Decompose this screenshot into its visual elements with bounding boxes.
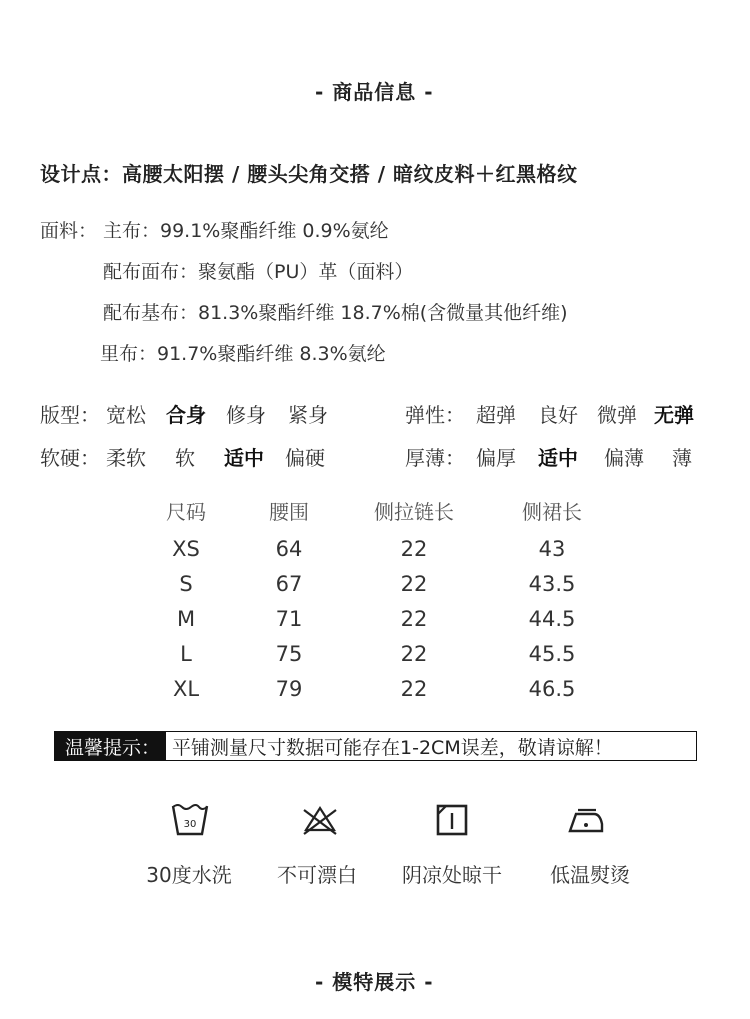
shade-dry-icon (432, 800, 472, 840)
thickness-option: 偏薄 (604, 446, 644, 470)
fit-option: 宽松 (106, 403, 146, 427)
fabric-row-secondary-base: 配布基布：81.3%聚酯纤维 18.7%棉(含微量其他纤维) (103, 302, 568, 324)
elasticity-option: 超弹 (476, 403, 516, 427)
care-label-shade-dry: 阴凉处晾干 (402, 863, 502, 887)
thickness-option: 薄 (672, 446, 692, 470)
section-title-model-show: - 模特展示 - (315, 970, 434, 994)
no-bleach-icon (300, 800, 340, 840)
table-header: 侧裙长 (522, 500, 582, 524)
table-cell: 45.5 (528, 642, 576, 666)
table-header: 尺码 (166, 500, 206, 524)
tip-label: 温馨提示： (55, 732, 166, 760)
table-cell: 22 (400, 642, 428, 666)
wash-30-icon (170, 800, 210, 840)
fabric-label: 面料： (40, 220, 98, 242)
thickness-label: 厚薄： (405, 446, 465, 470)
table-cell: 67 (275, 572, 303, 596)
fabric-row-main: 主布：99.1%聚酯纤维 0.9%氨纶 (103, 220, 389, 242)
softness-label: 软硬： (40, 446, 100, 470)
design-point: 设计点：高腰太阳摆 / 腰头尖角交搭 / 暗纹皮料＋红黑格纹 (40, 162, 578, 186)
table-cell: 22 (400, 572, 428, 596)
fabric-row-secondary-face: 配布面布：聚氨酯（PU）革（面料） (103, 261, 414, 283)
softness-option: 偏硬 (285, 446, 325, 470)
elasticity-option-selected: 无弹 (654, 403, 694, 427)
table-cell: S (179, 572, 193, 596)
table-cell: 79 (275, 677, 303, 701)
thickness-option: 偏厚 (476, 446, 516, 470)
softness-option-selected: 适中 (224, 446, 264, 470)
table-header: 侧拉链长 (374, 500, 454, 524)
elasticity-option: 良好 (538, 403, 578, 427)
table-cell: L (180, 642, 192, 666)
elasticity-option: 微弹 (597, 403, 637, 427)
table-cell: 22 (400, 607, 428, 631)
table-cell: 46.5 (528, 677, 576, 701)
section-title-product-info: - 商品信息 - (315, 80, 434, 104)
thickness-option-selected: 适中 (538, 446, 578, 470)
table-cell: XL (172, 677, 200, 701)
care-label-low-iron: 低温熨烫 (550, 863, 630, 887)
table-cell: 44.5 (528, 607, 576, 631)
wash-temp-text: 30 (183, 819, 197, 830)
tip-box (54, 731, 697, 761)
fit-option-selected: 合身 (166, 403, 206, 427)
care-label-no-bleach: 不可漂白 (277, 863, 357, 887)
table-cell: XS (172, 537, 200, 561)
fit-option: 修身 (226, 403, 266, 427)
low-iron-icon (566, 800, 606, 840)
table-cell: 43.5 (528, 572, 576, 596)
table-cell: 22 (400, 537, 428, 561)
table-cell: M (176, 607, 196, 631)
softness-option: 柔软 (106, 446, 146, 470)
fit-option: 紧身 (288, 403, 328, 427)
elasticity-label: 弹性： (405, 403, 465, 427)
table-header: 腰围 (269, 500, 309, 524)
care-label-wash: 30度水洗 (146, 863, 232, 887)
table-cell: 75 (275, 642, 303, 666)
table-cell: 64 (275, 537, 303, 561)
tip-text: 平铺测量尺寸数据可能存在1-2CM误差，敬请谅解！ (172, 736, 613, 759)
table-cell: 43 (538, 537, 566, 561)
table-cell: 22 (400, 677, 428, 701)
fit-label: 版型： (40, 403, 100, 427)
softness-option: 软 (175, 446, 195, 470)
table-cell: 71 (275, 607, 303, 631)
fabric-row-lining: 里布：91.7%聚酯纤维 8.3%氨纶 (100, 343, 386, 365)
